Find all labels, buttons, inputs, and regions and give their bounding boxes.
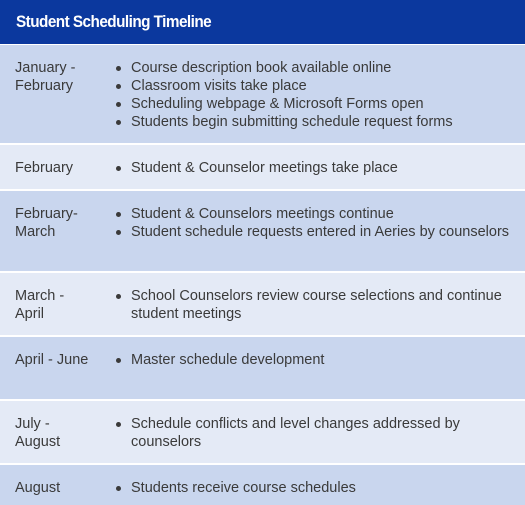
list-item: Student & Counselors meetings continue	[131, 205, 515, 223]
row-items	[100, 59, 525, 131]
list-item: Students begin submitting schedule request forms	[131, 113, 515, 131]
list-item: Master schedule development	[131, 351, 515, 369]
timeline-header	[0, 0, 525, 45]
row-date: January - February	[15, 60, 76, 94]
list-item: Students receive course schedules	[131, 479, 515, 497]
row-date: April - June	[15, 352, 89, 368]
row-items	[100, 415, 525, 451]
row-date: February-March	[15, 206, 78, 240]
list-item: School Counselors review course selections and continue student meetings	[131, 287, 515, 323]
timeline-row	[0, 401, 525, 465]
timeline-row	[0, 273, 525, 337]
list-item: Scheduling webpage & Microsoft Forms open	[131, 95, 515, 113]
row-date: July - August	[15, 416, 61, 450]
row-date: August	[15, 480, 61, 496]
list-item: Schedule conflicts and level changes addressed by counselors	[131, 415, 515, 451]
row-items	[100, 351, 525, 387]
timeline-row	[0, 45, 525, 145]
row-items	[100, 159, 525, 177]
row-items	[100, 205, 525, 259]
timeline-row	[0, 465, 525, 505]
row-date: March - April	[15, 288, 65, 322]
list-item: Course description book available online	[131, 59, 515, 77]
timeline-row	[0, 191, 525, 273]
row-date: February	[15, 160, 74, 176]
list-item: Student schedule requests entered in Aeries by counselors	[131, 223, 515, 241]
list-item: Student & Counselor meetings take place	[131, 159, 515, 177]
page-title: Student Scheduling Timeline	[16, 12, 212, 31]
row-items	[100, 287, 525, 323]
timeline-row	[0, 337, 525, 401]
list-item: Classroom visits take place	[131, 77, 515, 95]
row-items	[100, 479, 525, 496]
timeline-row	[0, 145, 525, 191]
